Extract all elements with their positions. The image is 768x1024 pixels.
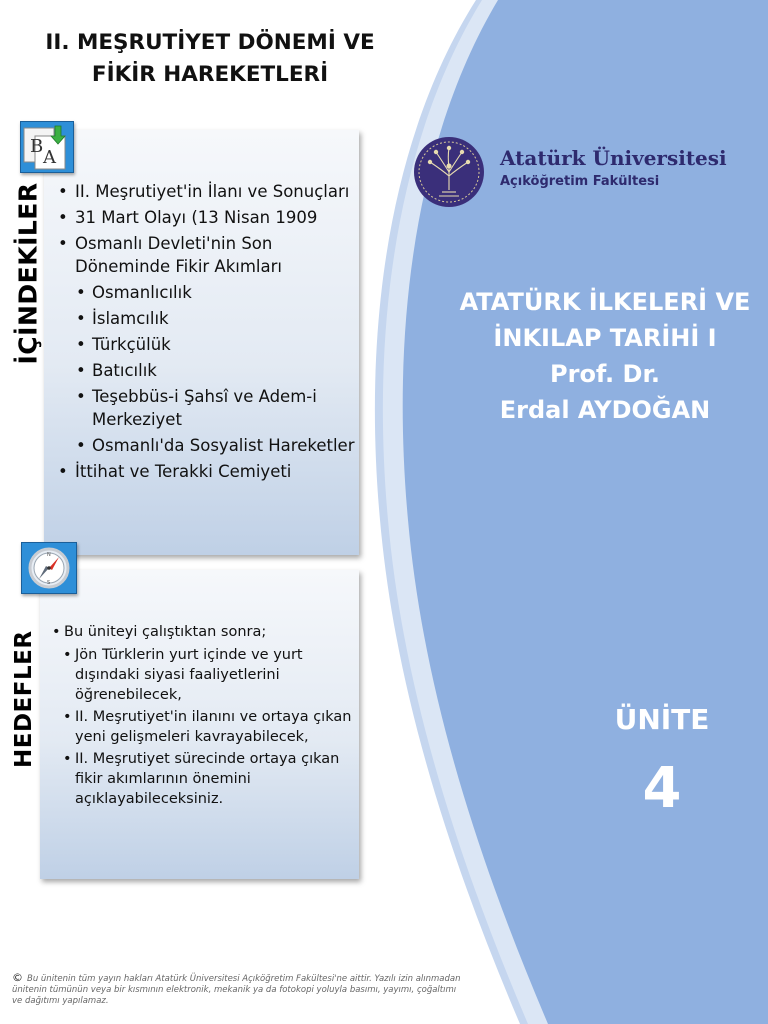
list-item: • İslamcılık (58, 307, 356, 330)
university-seal-icon (412, 136, 488, 208)
goals-list (52, 622, 352, 811)
list-item: • 31 Mart Olayı (13 Nisan 1909 (58, 206, 356, 229)
svg-text:A: A (43, 147, 56, 168)
contents-list (58, 180, 356, 486)
author-name: Erdal AYDOĞAN (499, 396, 711, 424)
svg-text:N: N (47, 552, 51, 558)
copyright-symbol: © (12, 971, 23, 984)
goals-intro: • Bu üniteyi çalıştıktan sonra; (52, 622, 352, 642)
goals-side-label: HEDEFLER (11, 630, 37, 768)
course-title-line: İNKILAP TARİHİ I (493, 324, 717, 352)
list-item: • II. Meşrutiyet'in İlanı ve Sonuçları (58, 180, 356, 203)
course-title-line: ATATÜRK İLKELERİ VE (459, 288, 751, 316)
compass-icon (21, 542, 77, 594)
list-item: • Osmanlı'da Sosyalist Hareketler (58, 434, 356, 457)
university-name: Atatürk Üniversitesi (500, 146, 727, 170)
list-item: • İttihat ve Terakki Cemiyeti (58, 460, 356, 483)
page-title: II. MEŞRUTİYET DÖNEMİ VE FİKİR HAREKETLERİ (45, 30, 375, 87)
list-item: • Türkçülük (58, 333, 356, 356)
ab-swap-icon (20, 121, 74, 173)
unit-number: 4 (642, 756, 682, 821)
svg-text:B: B (30, 136, 44, 157)
copyright-text: Bu ünitenin tüm yayın hakları Atatürk Üniversitesi Açıköğretim Fakültesi'ne aittir. Yazılı izin alınmadan ünitenin tümünün veya bir kısmının elektronik, mekanik ya da fotokopi yoluyla basımı, yayımı, çoğaltımı ve dağıtımı yapılamaz. (12, 974, 461, 1006)
list-item: • Teşebbüs-i Şahsî ve Adem-i Merkeziyet (58, 385, 356, 431)
copyright-notice (12, 972, 467, 1007)
svg-text:S: S (47, 580, 51, 586)
course-title-block (440, 284, 768, 428)
university-logo (412, 136, 752, 208)
list-item: • II. Meşrutiyet sürecinde ortaya çıkan fikir akımlarının önemini açıklayabileceksiniz. (52, 749, 352, 809)
list-item: • Jön Türklerin yurt içinde ve yurt dışındaki siyasi faaliyetlerini öğrenebilecek, (52, 645, 352, 705)
list-item: • Osmanlıcılık (58, 281, 356, 304)
faculty-name: Açıköğretim Fakültesi (500, 174, 660, 189)
list-item: • II. Meşrutiyet'in ilanını ve ortaya çıkan yeni gelişmeleri kavrayabilecek, (52, 707, 352, 747)
contents-side-label: İÇİNDEKİLER (13, 182, 43, 365)
author-title: Prof. Dr. (550, 360, 660, 388)
list-item: • Batıcılık (58, 359, 356, 382)
unit-label: ÜNİTE (614, 703, 710, 736)
list-item: • Osmanlı Devleti'nin Son Döneminde Fikir Akımları (58, 232, 356, 278)
